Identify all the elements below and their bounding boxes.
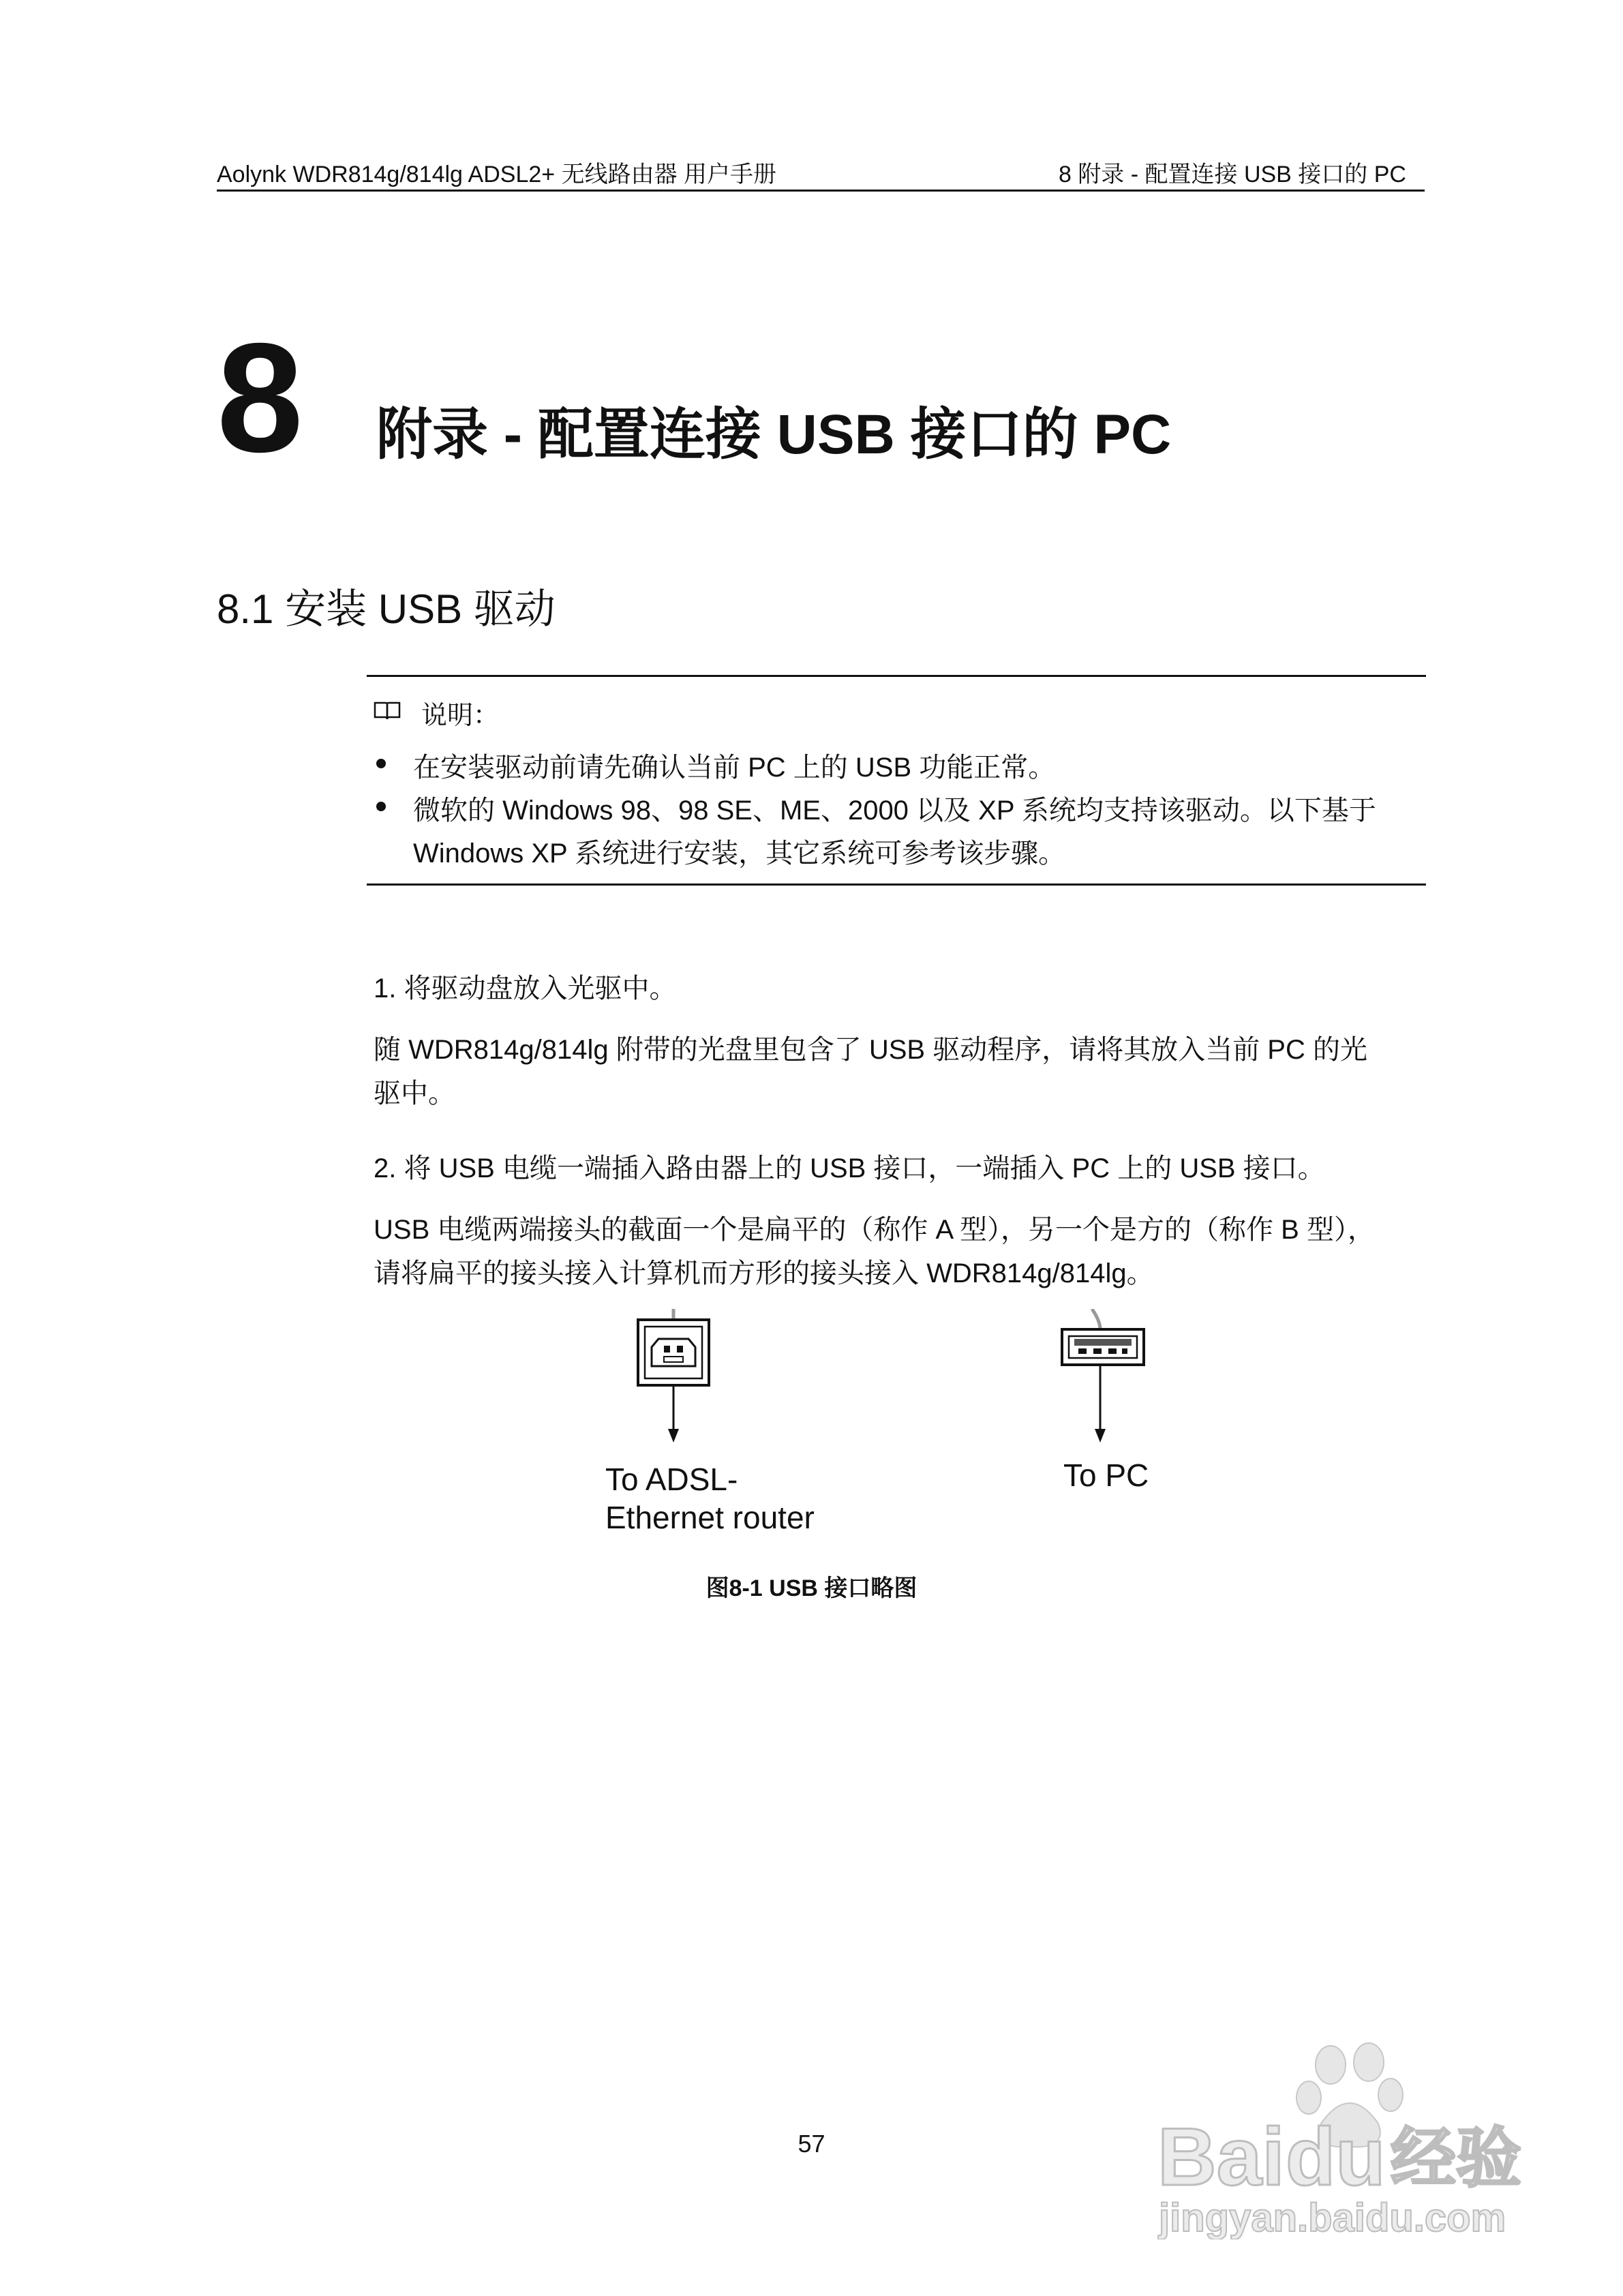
watermark-cn: 经验 bbox=[1391, 2120, 1521, 2196]
watermark-brand: Bai bbox=[1157, 2111, 1285, 2203]
figure-label-pc: To PC bbox=[1063, 1457, 1149, 1493]
chapter-title: 附录 - 配置连接 USB 接口的 PC bbox=[376, 404, 1172, 466]
figure-label-router-1: To ADSL- bbox=[605, 1462, 738, 1497]
step-1-text-line-1: 随 WDR814g/814lg 附带的光盘里包含了 USB 驱动程序，请将其放入当前 PC 的光 bbox=[374, 1035, 1367, 1065]
usb-type-b-icon bbox=[638, 1309, 709, 1442]
note-bottom-rule bbox=[367, 883, 1426, 886]
figure-caption: 图8-1 USB 接口略图 bbox=[706, 1575, 917, 1601]
step-2-heading: 2. 将 USB 电缆一端插入路由器上的 USB 接口，一端插入 PC 上的 USB 接口。 bbox=[374, 1153, 1325, 1183]
note-heading bbox=[374, 694, 499, 731]
usb-connector-figure bbox=[593, 1309, 1207, 1541]
header-rule bbox=[217, 190, 1425, 192]
watermark-url: jingyan.baidu.com bbox=[1159, 2196, 1506, 2239]
note-item-2-continued: Windows XP 系统进行安装，其它系统可参考该步骤。 bbox=[413, 839, 1066, 868]
bullet-dot bbox=[376, 802, 386, 811]
section-title: 8.1 安装 USB 驱动 bbox=[217, 586, 556, 632]
figure-label-router-2: Ethernet router bbox=[605, 1500, 815, 1535]
watermark-brand-2: du bbox=[1286, 2111, 1386, 2203]
page-number: 57 bbox=[798, 2130, 825, 2158]
note-top-rule bbox=[367, 675, 1426, 677]
usb-type-a-icon bbox=[1062, 1309, 1144, 1442]
running-header-right: 8 附录 - 配置连接 USB 接口的 PC bbox=[1058, 162, 1406, 187]
step-2-text-line-2: 请将扁平的接头接入计算机而方形的接头接入 WDR814g/814lg。 bbox=[374, 1258, 1154, 1288]
note-item-2: 微软的 Windows 98、98 SE、ME、2000 以及 XP 系统均支持该驱动。以下基于 bbox=[413, 796, 1376, 826]
step-1-text-line-2: 驱中。 bbox=[374, 1078, 455, 1108]
usb-connector-drawing bbox=[593, 1309, 1207, 1445]
step-1-heading: 1. 将驱动盘放入光驱中。 bbox=[374, 973, 677, 1003]
bullet-dot bbox=[376, 759, 386, 768]
note-item-1: 在安装驱动前请先确认当前 PC 上的 USB 功能正常。 bbox=[413, 753, 1056, 783]
chapter-number: 8 bbox=[217, 312, 303, 485]
note-heading-label: 说明： bbox=[421, 701, 500, 730]
book-icon bbox=[374, 698, 401, 727]
running-header-left: Aolynk WDR814g/814lg ADSL2+ 无线路由器 用户手册 bbox=[217, 162, 777, 187]
baidu-jingyan-watermark bbox=[1152, 2035, 1534, 2239]
step-2-text-line-1: USB 电缆两端接头的截面一个是扁平的（称作 A 型），另一个是方的（称作 B 型）， bbox=[374, 1215, 1375, 1245]
